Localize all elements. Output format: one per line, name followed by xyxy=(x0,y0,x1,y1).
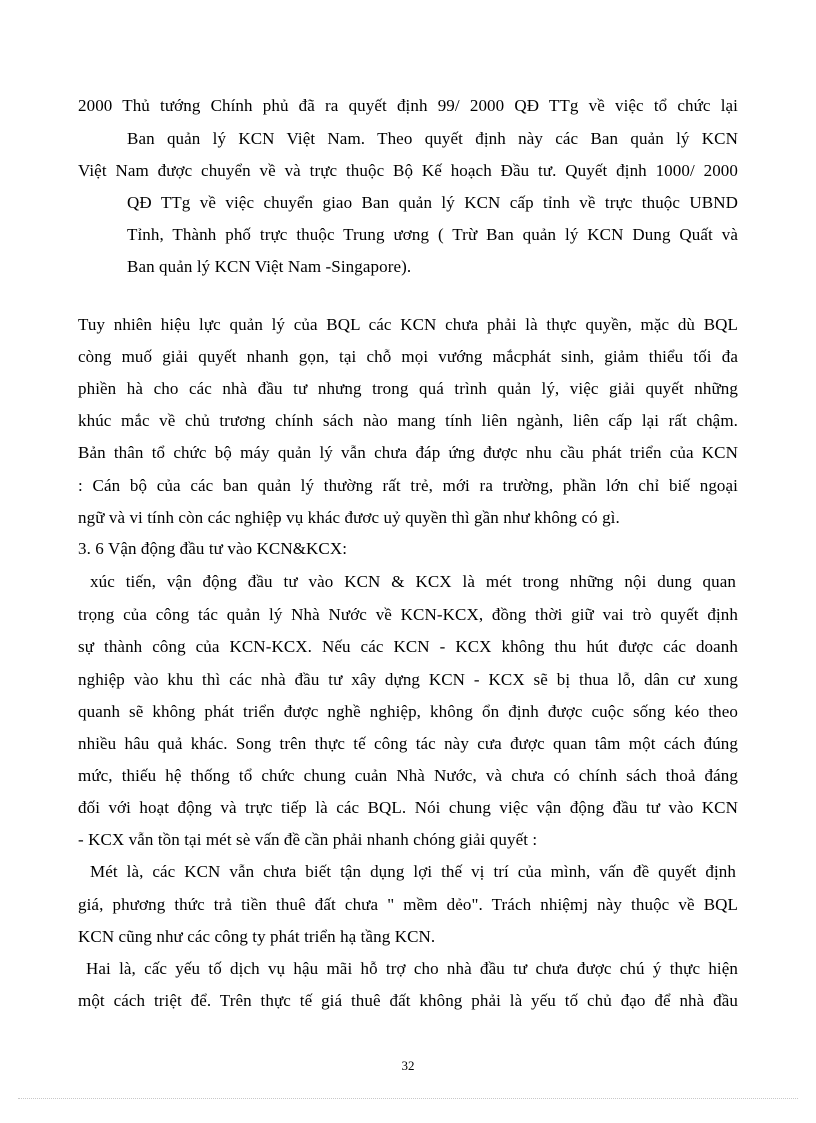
text-line: Tỉnh, Thành phố trực thuộc Trung ương ( Trừ Ban quản lý KCN Dung Quất và xyxy=(127,225,738,244)
text-line: : Cán bộ của các ban quản lý thường rất trẻ, mới ra trường, phần lớn chỉ biế ngoại xyxy=(78,476,738,495)
text-line: còng muố giải quyết nhanh gọn, tại chỗ mọi vướng mắcphát sinh, giảm thiểu tối đa xyxy=(78,347,738,366)
text-line: sự thành công của KCN-KCX. Nếu các KCN - KCX không thu hút được các doanh xyxy=(78,637,738,656)
section-heading: 3. 6 Vận động đầu tư vào KCN&KCX: xyxy=(78,539,348,558)
text-line: đối với hoạt động và trực tiếp là các BQL. Nói chung việc vận động đầu tư vào KCN xyxy=(78,798,738,817)
text-line: Ban quản lý KCN Việt Nam -Singapore). xyxy=(127,257,412,276)
text-line: QĐ TTg về việc chuyển giao Ban quản lý KCN cấp tỉnh về trực thuộc UBND xyxy=(127,193,738,212)
page-number: 32 xyxy=(401,1058,415,1073)
text-line: Tuy nhiên hiệu lực quản lý của BQL các KCN chưa phải là thực quyền, mặc dù BQL xyxy=(78,315,738,334)
text-line: giá, phương thức trả tiền thuê đất chưa " mềm dẻo". Trách nhiệmj này thuộc về BQL xyxy=(78,895,738,914)
text-line: phiền hà cho các nhà đầu tư nhưng trong quá trình quản lý, việc giải quyết những xyxy=(78,379,738,398)
text-line: nhiều hâu quả khác. Song trên thực tế công tác này cưa được quan tâm một cách đúng xyxy=(78,734,738,753)
page-bottom-divider xyxy=(18,1098,798,1099)
text-line: mức, thiếu hệ thống tổ chức chung cuản Nhà Nước, và chưa có chính sách thoả đáng xyxy=(78,766,738,785)
text-line: Bản thân tổ chức bộ máy quản lý vẫn chưa đáp ứng được nhu cầu phát triển của KCN xyxy=(78,443,738,462)
text-line: Mét là, các KCN vẫn chưa biết tận dụng lợi thế vị trí của mình, vấn đề quyết định xyxy=(90,862,736,881)
text-line: xúc tiến, vận động đầu tư vào KCN & KCX là mét trong những nội dung quan xyxy=(90,572,736,591)
text-line: KCN cũng như các công ty phát triển hạ tầng KCN. xyxy=(78,927,436,946)
text-line: trọng của công tác quản lý Nhà Nước về KCN-KCX, đồng thời giữ vai trò quyết định xyxy=(78,605,738,624)
text-line: khúc mắc về chủ trương chính sách nào mang tính liên ngành, liên cấp lại rất chậm. xyxy=(78,411,738,430)
text-line: - KCX vẫn tồn tại mét sè vấn đề cần phải nhanh chóng giải quyết : xyxy=(78,830,538,849)
text-line: Hai là, cấc yếu tố dịch vụ hậu mãi hỗ trợ cho nhà đầu tư chưa được chú ý thực hiện xyxy=(86,959,738,978)
text-line: Việt Nam được chuyển về và trực thuộc Bộ Kế hoạch Đầu tư. Quyết định 1000/ 2000 xyxy=(78,161,738,180)
text-line: ngữ và vi tính còn các nghiệp vụ khác đươc uỷ quyền thì gần như không có gì. xyxy=(78,508,620,527)
text-line: một cách triệt để. Trên thực tế giá thuê đất không phải là yếu tố chủ đạo để nhà đầu xyxy=(78,991,738,1010)
text-line: nghiệp vào khu thì các nhà đầu tư xây dựng KCN - KCX sẽ bị thua lỗ, dân cư xung xyxy=(78,670,738,689)
text-line: quanh sẽ không phát triển được nghề nghiệp, không ổn định được cuộc sống kéo theo xyxy=(78,702,738,721)
text-line: Ban quản lý KCN Việt Nam. Theo quyết định này các Ban quản lý KCN xyxy=(127,129,738,148)
text-line: 2000 Thủ tướng Chính phủ đã ra quyết định 99/ 2000 QĐ TTg về việc tổ chức lại xyxy=(78,96,738,115)
